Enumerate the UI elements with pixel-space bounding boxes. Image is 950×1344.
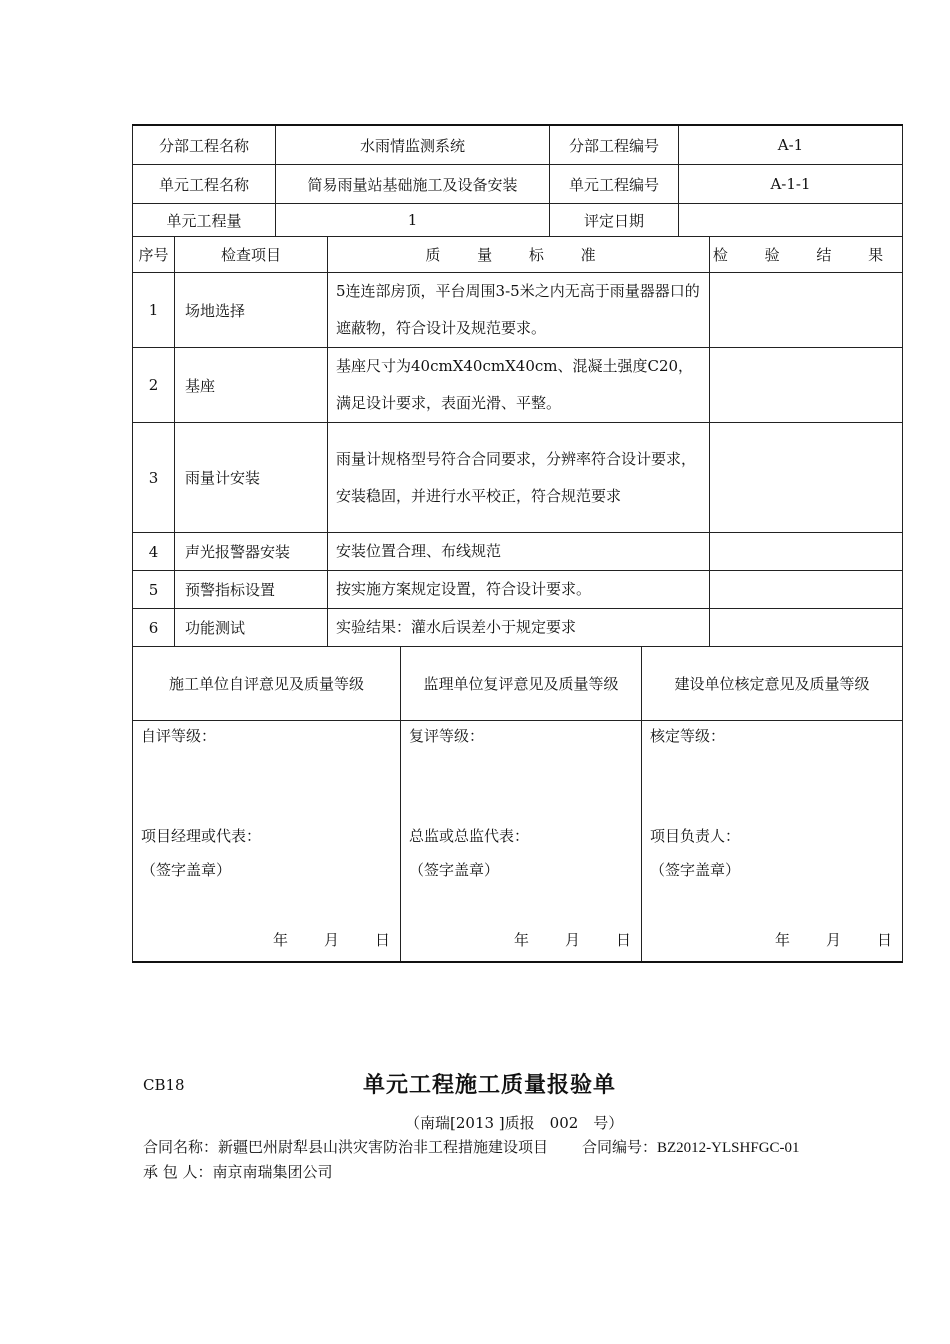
project-lead-label: 项目负责人： [650, 827, 741, 845]
month-label: 月 [825, 931, 841, 949]
review-grade-label: 复评等级： [409, 727, 485, 745]
unit-code-label: 单元工程编号 [550, 165, 679, 204]
row-no: 6 [133, 609, 175, 647]
row-item: 雨量计安装 [175, 423, 328, 533]
col-header-standard: 质 量 标 准 [328, 237, 710, 273]
row-no: 1 [133, 273, 175, 348]
year-label: 年 [513, 931, 529, 949]
division-code-label: 分部工程编号 [550, 125, 679, 165]
month-label: 月 [323, 931, 339, 949]
row-standard: 基座尺寸为40cmX40cmX40cm、混凝土强度C20，满足设计要求，表面光滑、平整。 [328, 348, 710, 423]
row-item: 基座 [175, 348, 328, 423]
division-name-value: 水雨情监测系统 [276, 125, 550, 165]
row-standard: 5连连部房顶，平台周围3-5米之内无高于雨量器器口的遮蔽物，符合设计及规范要求。 [328, 273, 710, 348]
row-standard: 安装位置合理、布线规范 [328, 533, 710, 571]
sign-date [237, 929, 390, 950]
day-label: 日 [876, 931, 892, 949]
division-name-label: 分部工程名称 [133, 125, 276, 165]
row-item: 预警指标设置 [175, 571, 328, 609]
row-item: 声光报警器安装 [175, 533, 328, 571]
evaluation-date-label: 评定日期 [550, 204, 679, 237]
contract-line [143, 1136, 800, 1157]
self-grade-label: 自评等级： [141, 727, 217, 745]
row-result [710, 533, 903, 571]
approved-grade-label: 核定等级： [650, 727, 726, 745]
division-code-value: A-1 [679, 125, 903, 165]
contractor-line: 承 包 人：南京南瑞集团公司 [143, 1163, 333, 1181]
row-result [710, 423, 903, 533]
unit-name-value: 简易雨量站基础施工及设备安装 [276, 165, 550, 204]
row-result [710, 609, 903, 647]
day-label: 日 [374, 931, 390, 949]
col-header-result: 检 验 结 果 [710, 237, 903, 273]
table-row [133, 273, 903, 348]
row-no: 5 [133, 571, 175, 609]
col-header-no: 序号 [133, 237, 175, 273]
unit-name-label: 单元工程名称 [133, 165, 276, 204]
form-code: CB18 [143, 1076, 185, 1094]
table-row [133, 423, 903, 533]
col-header-item: 检查项目 [175, 237, 328, 273]
month-label: 月 [564, 931, 580, 949]
row-result [710, 571, 903, 609]
contractor-sign-cell [133, 721, 401, 963]
sign-date [478, 929, 631, 950]
table-row [133, 533, 903, 571]
table-row [133, 609, 903, 647]
owner-sign-cell [642, 721, 903, 963]
row-result [710, 273, 903, 348]
row-standard: 按实施方案规定设置，符合设计要求。 [328, 571, 710, 609]
contractor-opinion-title: 施工单位自评意见及质量等级 [133, 647, 401, 721]
row-no: 3 [133, 423, 175, 533]
header-table [132, 124, 903, 237]
evaluation-date-value [679, 204, 903, 237]
stamp-label: （签字盖章） [409, 861, 500, 879]
row-standard: 雨量计规格型号符合合同要求，分辨率符合设计要求，安装稳固，并进行水平校正，符合规范要求 [328, 423, 710, 533]
quality-evaluation-form [132, 124, 902, 963]
supervisor-opinion-title: 监理单位复评意见及质量等级 [401, 647, 642, 721]
report-number: （南瑞[2013 ]质报 002 号） [405, 1114, 624, 1132]
signature-table [132, 646, 903, 963]
table-row [133, 348, 903, 423]
manager-signer-label: 项目经理或代表： [141, 827, 262, 845]
unit-quantity-label: 单元工程量 [133, 204, 276, 237]
contract-name: 合同名称：新疆巴州尉犁县山洪灾害防治非工程措施建设项目 [143, 1138, 549, 1156]
owner-opinion-title: 建设单位核定意见及质量等级 [642, 647, 903, 721]
row-item: 场地选择 [175, 273, 328, 348]
table-row [133, 571, 903, 609]
stamp-label: （签字盖章） [141, 861, 232, 879]
unit-code-value: A-1-1 [679, 165, 903, 204]
chief-supervisor-label: 总监或总监代表： [409, 827, 530, 845]
year-label: 年 [272, 931, 288, 949]
sign-date [739, 929, 892, 950]
day-label: 日 [615, 931, 631, 949]
row-item: 功能测试 [175, 609, 328, 647]
row-no: 2 [133, 348, 175, 423]
row-standard: 实验结果：灌水后误差小于规定要求 [328, 609, 710, 647]
year-label: 年 [774, 931, 790, 949]
inspection-table [132, 236, 903, 647]
supervisor-sign-cell [401, 721, 642, 963]
row-no: 4 [133, 533, 175, 571]
page-title: 单元工程施工质量报验单 [363, 1072, 617, 1098]
contract-number: 合同编号：BZ2012-YLSHFGC-01 [582, 1140, 800, 1156]
stamp-label: （签字盖章） [650, 861, 741, 879]
row-result [710, 348, 903, 423]
unit-quantity-value: 1 [276, 204, 550, 237]
